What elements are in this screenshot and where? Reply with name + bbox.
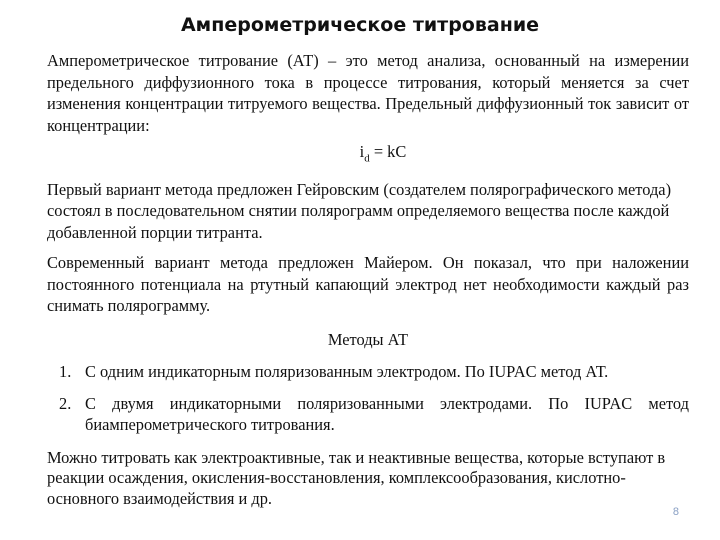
mayer-paragraph: Современный вариант метода предложен Майером. Он показал, что при наложении постоянного потенциала на ртутный капающий электрод нет необходимости каждый раз снимать полярограмму.: [47, 253, 689, 316]
intro-paragraph: Амперометрическое титрование (АТ) – это метод анализа, основанный на измерении предельного диффузионного тока в процессе титрования, который меняется за счет изменения концентрации титруемого вещества. Предельный диффузионный ток зависит от концентрации:: [47, 51, 689, 135]
formula-rhs: = kC: [369, 142, 407, 161]
page-number: 8: [672, 506, 679, 518]
methods-list-item: [59, 393, 689, 436]
list-item-text: С одним индикаторным поляризованным электродом. По IUPAC метод АТ.: [85, 362, 609, 382]
closing-paragraph: Можно титровать как электроактивные, так и неактивные вещества, которые вступают в реакции осаждения, окисления-восстановления, комплексообразования, кислотно-основного взаимодействия и др.: [47, 447, 666, 508]
list-item-number: 1.: [59, 362, 72, 382]
slide-title: Амперометрическое титрование: [180, 14, 540, 36]
methods-list-item: [59, 361, 689, 383]
heyrovsky-paragraph: Первый вариант метода предложен Гейровским (создателем полярографического метода) состоял в последовательном снятии полярограмм определяемого вещества после каждой добавленной порции титранта.: [47, 179, 672, 242]
slide-body: [47, 50, 689, 526]
formula: [47, 141, 689, 170]
formula-current-symbol: i: [359, 142, 365, 161]
methods-list: [47, 361, 689, 436]
list-item-number: 2.: [59, 393, 72, 413]
methods-heading: Методы АТ: [327, 329, 409, 349]
list-item-text: С двумя индикаторными поляризованными электродами. По IUPAC метод биамперометрического титрования.: [85, 393, 689, 435]
formula-subscript: d: [364, 152, 370, 165]
